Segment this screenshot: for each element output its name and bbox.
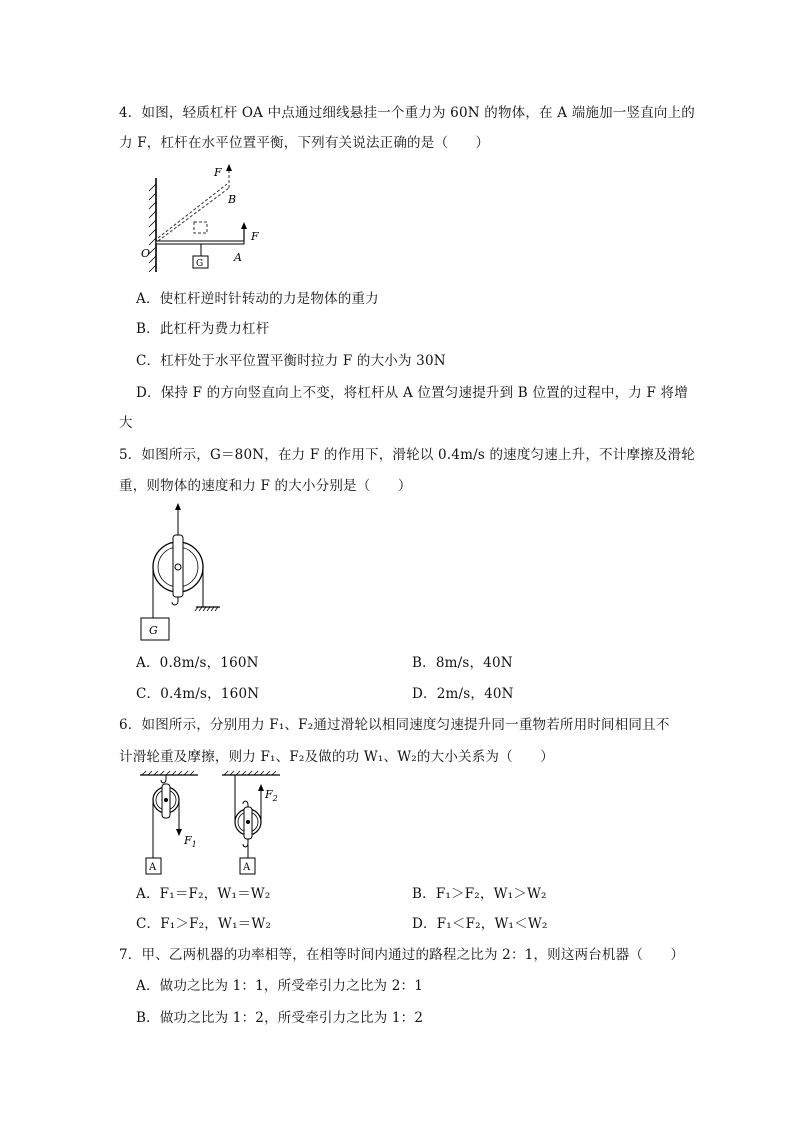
q5-option-c: C．0.4m/s，160N	[136, 686, 260, 702]
q7-option-b: B．做功之比为 1：2，所受牵引力之比为 1：2	[136, 1010, 424, 1026]
q4-option-c: C．杠杆处于水平位置平衡时拉力 F 的大小为 30N	[136, 353, 446, 369]
q6-fixed-pulley-figure	[138, 770, 208, 878]
q6-movable-pulley-figure	[220, 770, 300, 878]
q6-label-F1	[183, 834, 197, 849]
q6-label-F1-letter: F	[184, 834, 192, 847]
q7-option-a: A．做功之比为 1：1，所受牵引力之比为 2：1	[136, 978, 423, 994]
q4-label-B: B	[228, 193, 237, 206]
q6-option-b: B．F₁＞F₂，W₁＞W₂	[412, 886, 547, 902]
q4-label-F: F	[251, 230, 259, 243]
q6-label-F2-sub: 2	[272, 794, 278, 803]
q6-stem-line1: 6．如图所示，分别用力 F₁、F₂通过滑轮以相同速度匀速提升同一重物若所用时间相同且不	[119, 717, 670, 733]
q4-label-A: A	[234, 251, 242, 264]
q6-label-A1: A	[149, 862, 157, 873]
q4-option-a: A．使杠杆逆时针转动的力是物体的重力	[136, 291, 379, 307]
q4-option-d-line2: 大	[119, 415, 133, 431]
q4-label-G: G	[196, 259, 204, 269]
q4-stem-line1: 4．如图，轻质杠杆 OA 中点通过细线悬挂一个重力为 60N 的物体，在 A 端施加一竖直向上的	[119, 105, 695, 121]
q6-label-F2	[264, 788, 278, 803]
q4-label-O: O	[141, 247, 151, 260]
q5-option-a: A．0.8m/s，160N	[136, 655, 259, 671]
q4-stem-line2: 力 F，杠杆在水平位置平衡，下列有关说法正确的是（ ）	[119, 135, 490, 151]
q5-stem-line1: 5．如图所示，G＝80N，在力 F 的作用下，滑轮以 0.4m/s 的速度匀速上升，不计摩擦及滑轮	[119, 447, 695, 463]
q7-stem-line1: 7．甲、乙两机器的功率相等，在相等时间内通过的路程之比为 2：1，则这两台机器（ ）	[119, 947, 685, 963]
q6-label-F1-sub: 1	[191, 840, 197, 849]
q6-label-A2: A	[243, 862, 251, 873]
q5-option-d: D．2m/s，40N	[412, 686, 514, 702]
q4-option-b: B．此杠杆为费力杠杆	[136, 321, 270, 337]
q6-option-c: C．F₁＞F₂，W₁＝W₂	[136, 916, 272, 932]
q5-label-G: G	[149, 624, 158, 637]
q5-option-b: B．8m/s，40N	[412, 655, 513, 671]
q4-lever-figure	[136, 162, 276, 274]
q4-label-F-dashed: F	[214, 166, 222, 179]
q6-option-a: A．F₁＝F₂，W₁＝W₂	[136, 886, 271, 902]
q6-option-d: D．F₁＜F₂，W₁＜W₂	[412, 916, 548, 932]
q6-stem-line2: 计滑轮重及摩擦，则力 F₁、F₂及做的功 W₁、W₂的大小关系为（ ）	[119, 749, 554, 765]
q6-label-F2-letter: F	[265, 788, 273, 801]
q5-pulley-figure	[136, 502, 226, 644]
q4-option-d-line1: D．保持 F 的方向竖直向上不变，将杠杆从 A 位置匀速提升到 B 位置的过程中，力 F 将增	[136, 385, 688, 401]
q5-stem-line2: 重，则物体的速度和力 F 的大小分别是（ ）	[119, 478, 412, 494]
